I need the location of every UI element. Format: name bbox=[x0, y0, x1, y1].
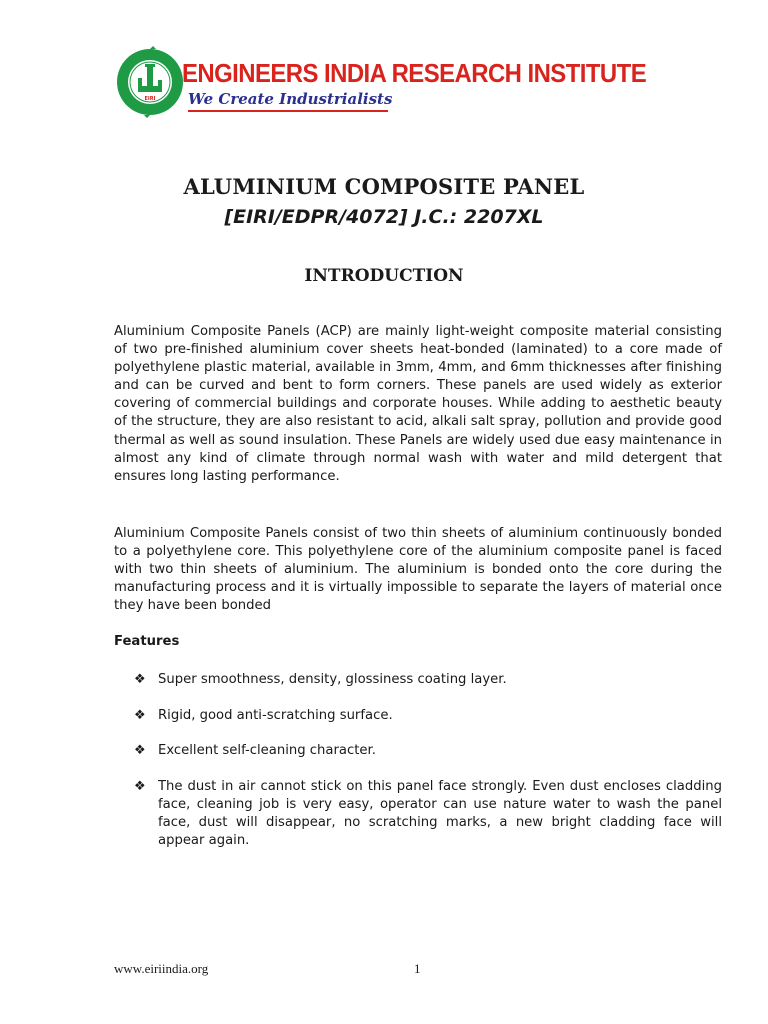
diamond-bullet-icon: ❖ bbox=[134, 743, 146, 759]
section-heading-introduction: INTRODUCTION bbox=[304, 266, 464, 286]
tagline: We Create Industrialists bbox=[188, 90, 393, 108]
feature-item bbox=[114, 671, 722, 689]
features-list bbox=[114, 671, 722, 868]
diamond-bullet-icon: ❖ bbox=[134, 672, 146, 687]
tagline-underline bbox=[188, 110, 388, 112]
institute-seal-icon bbox=[114, 46, 186, 118]
feature-text: Rigid, good anti-scratching surface. bbox=[158, 707, 393, 723]
page-number: 1 bbox=[414, 961, 421, 976]
feature-item bbox=[114, 742, 722, 760]
feature-text: The dust in air cannot stick on this panel face strongly. Even dust encloses cladding face, cleaning job is very easy, operator can use nature water to wash the panel face, dust will disappear, no scratching marks, a new bright cladding face will appear again. bbox=[158, 778, 722, 849]
feature-item bbox=[114, 778, 722, 850]
feature-text: Super smoothness, density, glossiness coating layer. bbox=[158, 672, 507, 687]
diamond-bullet-icon: ❖ bbox=[134, 778, 146, 794]
intro-paragraph-1: Aluminium Composite Panels (ACP) are mainly light-weight composite material consisting of two pre-finished aluminium cover sheets heat-bonded (laminated) to a core made of polyethylene plastic material, available in 3mm, 4mm, and 6mm thicknesses after finishing and can be curved and bent to form corners. These panels are used widely as exterior covering of commercial buildings and corporate houses. While adding to aesthetic beauty of the structure, they are also resistant to acid, alkali salt spray, pollution and provide good thermal as well as sound insulation. These Panels are widely used due easy maintenance in almost any kind of climate through normal wash with water and mild detergent that ensures long lasting performance. bbox=[114, 324, 722, 484]
feature-item bbox=[114, 707, 722, 725]
seal-center-text: EIRI bbox=[144, 96, 156, 102]
letterhead bbox=[114, 46, 647, 122]
footer-url[interactable]: www.eiriindia.org bbox=[114, 961, 209, 976]
document-title: ALUMINIUM COMPOSITE PANEL bbox=[183, 174, 585, 199]
feature-text: Excellent self-cleaning character. bbox=[158, 743, 376, 759]
intro-paragraph-2: Aluminium Composite Panels consist of two thin sheets of aluminium continuously bonded to a polyethylene core. This polyethylene core of the aluminium composite panel is faced with two thin sheets of aluminium. The aluminium is bonded onto the core during the manufacturing process and it is virtually impossible to separate the layers of material once they have been bonded bbox=[114, 526, 722, 614]
document-code: [EIRI/EDPR/4072] J.C.: 2207XL bbox=[224, 206, 544, 228]
diamond-bullet-icon: ❖ bbox=[134, 707, 146, 723]
features-heading: Features bbox=[114, 634, 180, 649]
brand-name: ENGINEERS INDIA RESEARCH INSTITUTE bbox=[182, 58, 647, 88]
